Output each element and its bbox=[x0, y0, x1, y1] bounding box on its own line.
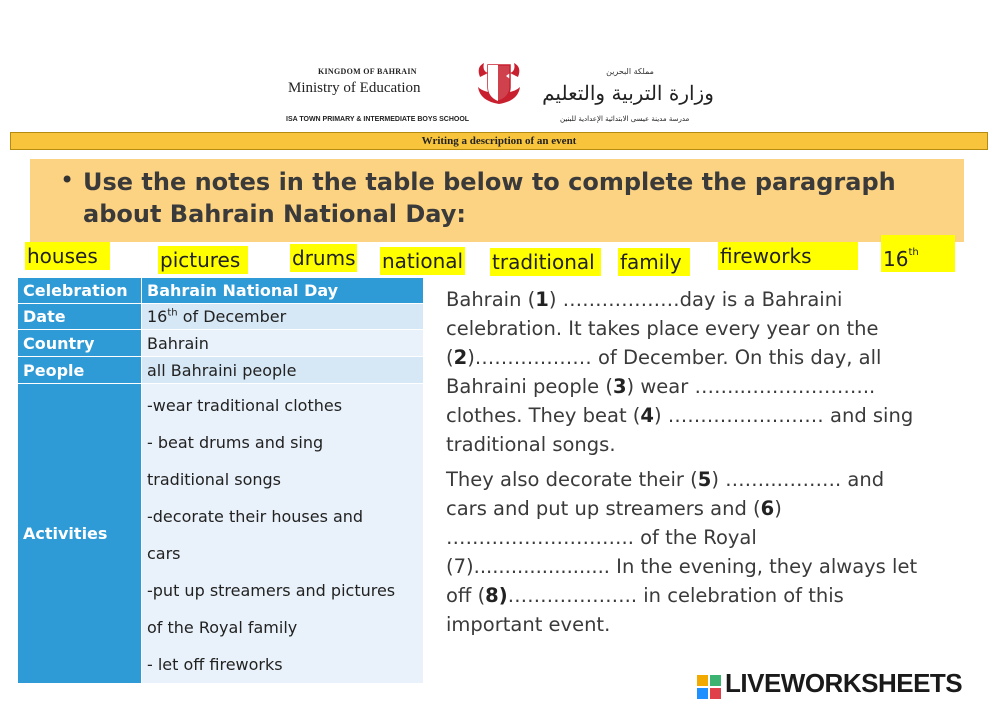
gap-number: 6 bbox=[760, 497, 775, 520]
activity-line: -decorate their houses and bbox=[147, 507, 364, 526]
activity-line: -put up streamers and pictures bbox=[147, 581, 396, 600]
word-drums[interactable]: drums bbox=[292, 246, 356, 270]
country-label: Country bbox=[18, 330, 142, 357]
gap-number: 8) bbox=[485, 584, 508, 607]
activities-list bbox=[142, 384, 424, 684]
people-value: all Bahraini people bbox=[142, 357, 424, 384]
ministry-label: Ministry of Education bbox=[288, 80, 421, 96]
gap-number: 3 bbox=[612, 375, 627, 398]
country-value: Bahrain bbox=[142, 330, 424, 357]
arabic-ministry-logo bbox=[540, 64, 715, 108]
school-name-arabic: مدرسة مدينة عيسى الابتدائية الإعدادية للبنين bbox=[560, 115, 690, 123]
paragraph-1: Bahrain (1) ………………day is a Bahraini celebration. It takes place every year on the (2)……………… of December. On this day, all Bahraini people (3) wear ……..……………….. clothes. They beat (4) …………………… and sing traditional songs. bbox=[446, 288, 914, 456]
date-label: Date bbox=[18, 304, 142, 330]
table-row bbox=[18, 357, 424, 384]
table-row bbox=[18, 304, 424, 330]
word-traditional[interactable]: traditional bbox=[490, 248, 601, 276]
kingdom-label: KINGDOM OF BAHRAIN bbox=[318, 67, 417, 76]
paragraph-2: They also decorate their (5) ……..………. and cars and put up streamers and (6) ……………………….. of the Royal (7)...................... In the evening, they always let off (8)……………….. in celebration of this important event. bbox=[446, 468, 918, 636]
gap-number: 5 bbox=[697, 468, 712, 491]
date-value: 16th of December bbox=[142, 304, 424, 330]
celebration-label: Celebration bbox=[18, 278, 142, 304]
table-header-row bbox=[18, 278, 424, 304]
word-houses[interactable]: houses bbox=[25, 242, 110, 270]
liveworksheets-icon bbox=[697, 675, 721, 699]
table-row bbox=[18, 330, 424, 357]
school-name-english: ISA TOWN PRIMARY & INTERMEDIATE BOYS SCHOOL bbox=[286, 116, 470, 123]
gap-number: 2 bbox=[453, 346, 468, 369]
activity-line: - let off fireworks bbox=[147, 655, 283, 674]
activity-line: - beat drums and sing bbox=[147, 433, 324, 452]
word-16th[interactable] bbox=[881, 235, 955, 272]
notes-table bbox=[17, 277, 424, 684]
table-row bbox=[18, 384, 424, 684]
gap-number: 1 bbox=[535, 288, 549, 311]
activity-line: of the Royal family bbox=[147, 618, 298, 637]
liveworksheets-brand[interactable]: LIVEWORKSHEETS bbox=[725, 668, 963, 698]
instruction-text bbox=[83, 166, 943, 230]
activity-line: -wear traditional clothes bbox=[147, 396, 343, 415]
word-national[interactable]: national bbox=[382, 249, 464, 273]
word-pictures[interactable]: pictures bbox=[158, 246, 248, 274]
gap-number: 4 bbox=[640, 404, 654, 427]
arabic-kingdom-text: مملكة البحرين bbox=[606, 67, 654, 76]
instruction-bullet: • bbox=[60, 166, 75, 194]
bahrain-emblem-icon bbox=[474, 57, 524, 107]
celebration-value: Bahrain National Day bbox=[142, 278, 424, 304]
activity-line: cars bbox=[147, 544, 181, 563]
gap-fill-paragraph bbox=[446, 285, 926, 645]
instruction-line-2: about Bahrain National Day: bbox=[83, 200, 467, 228]
word-16-number: 16 bbox=[883, 247, 909, 271]
people-label: People bbox=[18, 357, 142, 384]
arabic-ministry-text: وزارة التربية والتعليم bbox=[542, 81, 714, 105]
word-family[interactable]: family bbox=[618, 248, 690, 276]
word-fireworks[interactable]: fireworks bbox=[718, 242, 858, 270]
word-16-suffix: th bbox=[908, 247, 919, 258]
activity-line: traditional songs bbox=[147, 470, 281, 489]
activities-label: Activities bbox=[18, 384, 142, 684]
worksheet-title: Writing a description of an event bbox=[10, 132, 988, 150]
instruction-line-1: Use the notes in the table below to complete the paragraph bbox=[83, 168, 896, 196]
